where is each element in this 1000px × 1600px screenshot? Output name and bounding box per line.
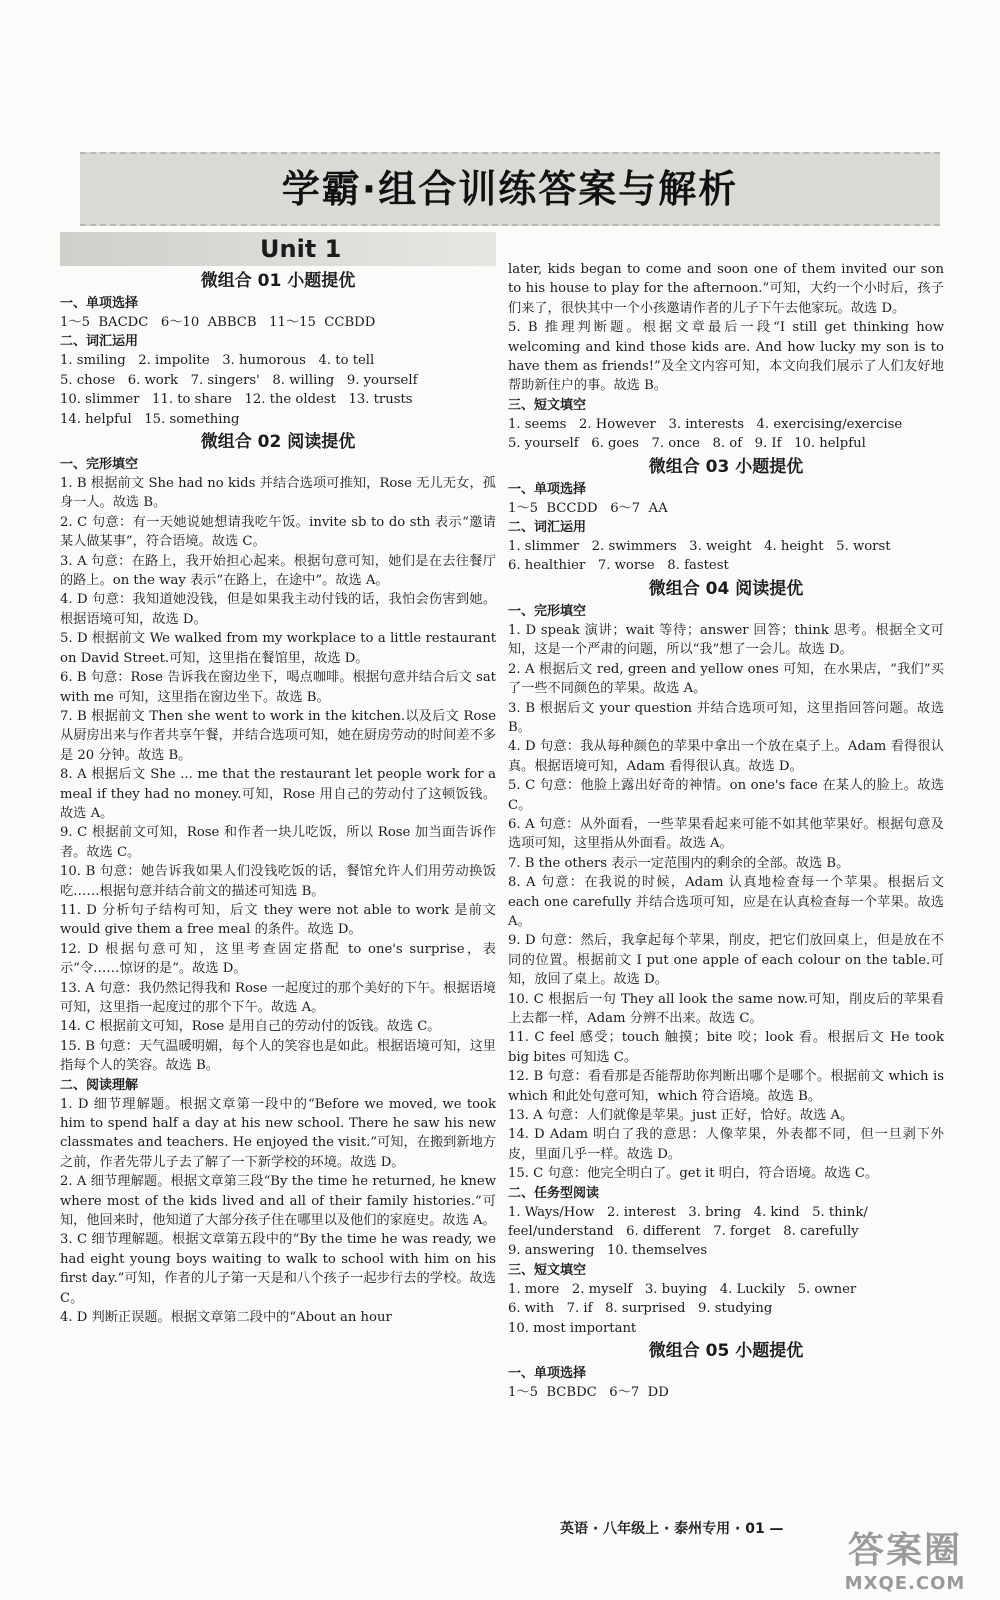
group-heading: 微组合 01 小题提优 xyxy=(200,271,356,291)
answer-explanation: 8. A 根据后文 She ... me that the restaurant let people work for a meal if they had no money.可知，Rose 用自己的劳动付了这顿饭钱。故选 A。 xyxy=(60,767,496,821)
left-column xyxy=(60,232,496,1328)
answer-line: 1. smiling 2. impolite 3. humorous 4. to tell xyxy=(60,353,375,369)
group-heading: 微组合 03 小题提优 xyxy=(648,456,804,477)
group-heading: 微组合 05 小题提优 xyxy=(648,1341,804,1362)
right-column xyxy=(508,260,944,1403)
answer-line: feel/understand 6. different 7. forget 8. carefully xyxy=(508,1224,859,1240)
section-heading: 三、短文填空 xyxy=(508,397,587,413)
left-content xyxy=(60,268,496,1328)
answer-explanation: 5. D 根据前文 We walked from my workplace to a little restaurant on David Street.可知，这里指在餐馆里，故选 D。 xyxy=(60,631,496,666)
answer-line: 10. slimmer 11. to share 12. the oldest 13. trusts xyxy=(60,392,413,408)
answer-explanation: later, kids began to come and soon one of them invited our son to his house to play for the afternoon.”可知，大约一个小时后，孩子们来了，很快其中一个小孩邀请作者的儿子下午去他家玩。故选 D。 xyxy=(508,262,944,316)
section-heading: 二、词汇运用 xyxy=(508,520,587,536)
answer-explanation: 14. C 根据前文可知，Rose 是用自己的劳动付的饭钱。故选 C。 xyxy=(60,1019,441,1035)
answer-explanation: 3. A 句意：在路上，我开始担心起来。根据句意可知，她们是在去往餐厅的路上。on the way 表示“在路上，在途中”。故选 A。 xyxy=(60,553,496,589)
answer-explanation: 2. A 细节理解题。根据文章第三段“By the time he returned, he knew where most of the kids lived and all of their family histories.”可知，他回来时，他知道了大部分孩子住在哪里以及他们的家庭史。故选 A。 xyxy=(60,1174,496,1229)
section-heading: 二、任务型阅读 xyxy=(508,1185,600,1201)
answer-line: 1～5 BCBDC 6～7 DD xyxy=(508,1385,669,1401)
answer-explanation: 3. B 根据后文 your question 并结合选项可知，这里指回答问题。故选 B。 xyxy=(508,700,944,735)
answer-explanation: 6. A 句意：从外面看，一些苹果看起来可能不如其他苹果好。根据句意及选项可知，这里指从外面看。故选 A。 xyxy=(508,816,944,852)
answer-explanation: 11. D 分析句子结构可知，后文 they were not able to work 是前文 would give them a free meal 的条件。故选 D。 xyxy=(60,902,496,938)
answer-line: 1. more 2. myself 3. buying 4. Luckily 5. owner xyxy=(508,1281,857,1297)
answer-explanation: 7. B the others 表示一定范围内的剩余的全部。故选 B。 xyxy=(508,855,850,871)
answer-explanation: 9. D 句意：然后，我拿起每个苹果，削皮，把它们放回桌上，但是放在不同的位置。根据前文 I put one apple of each colour on the table.可知，放回了桌上。故选 D。 xyxy=(508,933,944,988)
answer-explanation: 1. B 根据前文 She had no kids 并结合选项可推知，Rose 无儿无女，孤身一人。故选 B。 xyxy=(60,476,496,511)
answer-line: 5. yourself 6. goes 7. once 8. of 9. If 10. helpful xyxy=(508,436,866,452)
answer-line: 1. seems 2. However 3. interests 4. exercising/exercise xyxy=(508,416,903,432)
answer-line: 14. helpful 15. something xyxy=(60,411,240,427)
answer-explanation: 7. B 根据前文 Then she went to work in the kitchen.以及后文 Rose 从厨房出来与作者共享午餐，并结合选项可知，她在厨房劳动的时间差不多是 20 分钟。故选 B。 xyxy=(60,708,496,763)
answer-explanation: 8. A 句意：在我说的时候，Adam 认真地检查每一个苹果。根据后文 each one carefully 并结合选项可知，应是在认真检查每一个苹果。故选 A。 xyxy=(508,875,944,929)
answer-line: 10. most important xyxy=(508,1320,637,1336)
answer-line: 6. with 7. if 8. surprised 9. studying xyxy=(508,1301,773,1317)
answer-line: 5. chose 6. work 7. singers' 8. willing 9. yourself xyxy=(60,372,418,388)
section-heading: 一、单项选择 xyxy=(508,1366,587,1382)
answer-explanation: 15. B 句意：天气温暖明媚，每个人的笑容也是如此。根据语境可知，这里指每个人的笑容。故选 B。 xyxy=(60,1038,496,1074)
answer-explanation: 14. D Adam 明白了我的意思：人像苹果，外表都不同，但一旦剥下外皮，里面几乎一样。故选 D。 xyxy=(508,1127,944,1162)
page-footer: 英语 · 八年级上 · 泰州专用 · 01 — xyxy=(560,1521,784,1537)
answer-line: 1. Ways/How 2. interest 3. bring 4. kind 5. think/ xyxy=(508,1204,868,1220)
answer-line: 1～5 BACDC 6～10 ABBCB 11～15 CCBDD xyxy=(60,315,376,330)
answer-explanation: 15. C 句意：他完全明白了。get it 明白，符合语境。故选 C。 xyxy=(508,1166,879,1182)
answer-explanation: 3. C 细节理解题。根据文章第五段中的“By the time he was ready, we had eight young boys waiting to walk to school with him on his first day.”可知，作者的儿子第一天是和八个孩子一起步行去的学校。故选 C。 xyxy=(60,1232,496,1306)
answer-explanation: 2. C 句意：有一天她说她想请我吃午饭。invite sb to do sth 表示“邀请某人做某事”，符合语境。故选 C。 xyxy=(60,514,496,550)
answer-explanation: 4. D 句意：我从每种颜色的苹果中拿出一个放在桌子上。Adam 看得很认真。根据语境可知，Adam 看得很认真。故选 D。 xyxy=(508,739,944,774)
answer-line: 9. answering 10. themselves xyxy=(508,1243,708,1259)
answer-explanation: 6. B 句意：Rose 告诉我在窗边坐下，喝点咖啡。根据句意并结合后文 sat with me 可知，这里指在窗边坐下。故选 B。 xyxy=(60,670,496,705)
unit-title: Unit 1 xyxy=(60,232,496,266)
page-title: 学霸·组合训练答案与解析 xyxy=(80,152,940,226)
answer-explanation: 1. D speak 演讲；wait 等待；answer 回答；think 思考。根据全文可知，这是一个严肃的问题，所以“我”想了一会儿。故选 D。 xyxy=(508,622,944,658)
answer-line: 6. healthier 7. worse 8. fastest xyxy=(508,558,729,574)
section-heading: 二、词汇运用 xyxy=(60,334,139,350)
answer-explanation: 5. C 句意：他脸上露出好奇的神情。on one's face 在某人的脸上。故选 C。 xyxy=(508,778,944,813)
watermark-text: 答案圈 xyxy=(847,1530,962,1571)
right-content xyxy=(508,260,944,1403)
answer-explanation: 13. A 句意：我仍然记得我和 Rose 一起度过的那个美好的下午。根据语境可知，这里指一起度过的那个下午。故选 A。 xyxy=(60,980,496,1015)
answer-explanation: 10. B 句意：她告诉我如果人们没钱吃饭的话，餐馆允许人们用劳动换饭吃……根据句意并结合前文的描述可知选 B。 xyxy=(60,864,496,899)
section-heading: 一、单项选择 xyxy=(508,481,587,497)
answer-explanation: 4. D 判断正误题。根据文章第二段中的“About an hour xyxy=(60,1310,392,1326)
watermark-url: MXQE.COM xyxy=(844,1573,966,1594)
answer-explanation: 12. B 句意：看看那是否能帮助你判断出哪个是哪个。根据前文 which is which 和此处句意可知，which 符合语境。故选 B。 xyxy=(508,1069,944,1104)
answer-explanation: 5. B 推理判断题。根据文章最后一段“I still get thinking how welcoming and kind those kids are. And how lucky my son is to have them as friends!”及全文内容可知，本文向我们展示了人们友好地帮助新住户的事。故选 B。 xyxy=(508,320,944,394)
answer-explanation: 13. A 句意：人们就像是苹果。just 正好，恰好。故选 A。 xyxy=(508,1108,854,1124)
section-heading: 二、阅读理解 xyxy=(60,1077,139,1093)
section-heading: 一、单项选择 xyxy=(60,296,139,311)
answer-explanation: 12. D 根据句意可知，这里考查固定搭配 to one's surprise，表示“令……惊讶的是”。故选 D。 xyxy=(60,941,496,977)
answer-explanation: 4. D 句意：我知道她没钱，但是如果我主动付钱的话，我怕会伤害到她。根据语境可知，故选 D。 xyxy=(60,592,496,627)
answer-line: 1. slimmer 2. swimmers 3. weight 4. height 5. worst xyxy=(508,539,891,555)
section-heading: 一、完形填空 xyxy=(60,457,139,473)
answer-explanation: 1. D 细节理解题。根据文章第一段中的“Before we moved, we took him to spend half a day at his new school. There he saw his new classmates and teachers. He enjoyed the visit.”可知，在搬到新地方之前，作者先带儿子去了解了一下新学校的环境。故选 D。 xyxy=(60,1096,496,1170)
group-heading: 微组合 02 阅读提优 xyxy=(200,432,356,453)
answer-explanation: 10. C 根据后一句 They all look the same now.可知，削皮后的苹果看上去都一样，Adam 分辨不出来。故选 C。 xyxy=(508,991,944,1026)
answer-explanation: 9. C 根据前文可知，Rose 和作者一块儿吃饭，所以 Rose 加当面告诉作者。故选 C。 xyxy=(60,825,496,860)
answer-explanation: 11. C feel 感受；touch 触摸；bite 咬；look 看。根据后文 He took big bites 可知选 C。 xyxy=(508,1030,944,1065)
answer-line: 1～5 BCCDD 6～7 AA xyxy=(508,500,668,516)
watermark-logo xyxy=(830,1522,980,1592)
answer-explanation: 2. A 根据后文 red, green and yellow ones 可知，在水果店，“我们”买了一些不同颜色的苹果。故选 A。 xyxy=(508,661,944,697)
section-heading: 一、完形填空 xyxy=(508,603,587,619)
section-heading: 三、短文填空 xyxy=(508,1262,587,1278)
group-heading: 微组合 04 阅读提优 xyxy=(648,578,804,599)
